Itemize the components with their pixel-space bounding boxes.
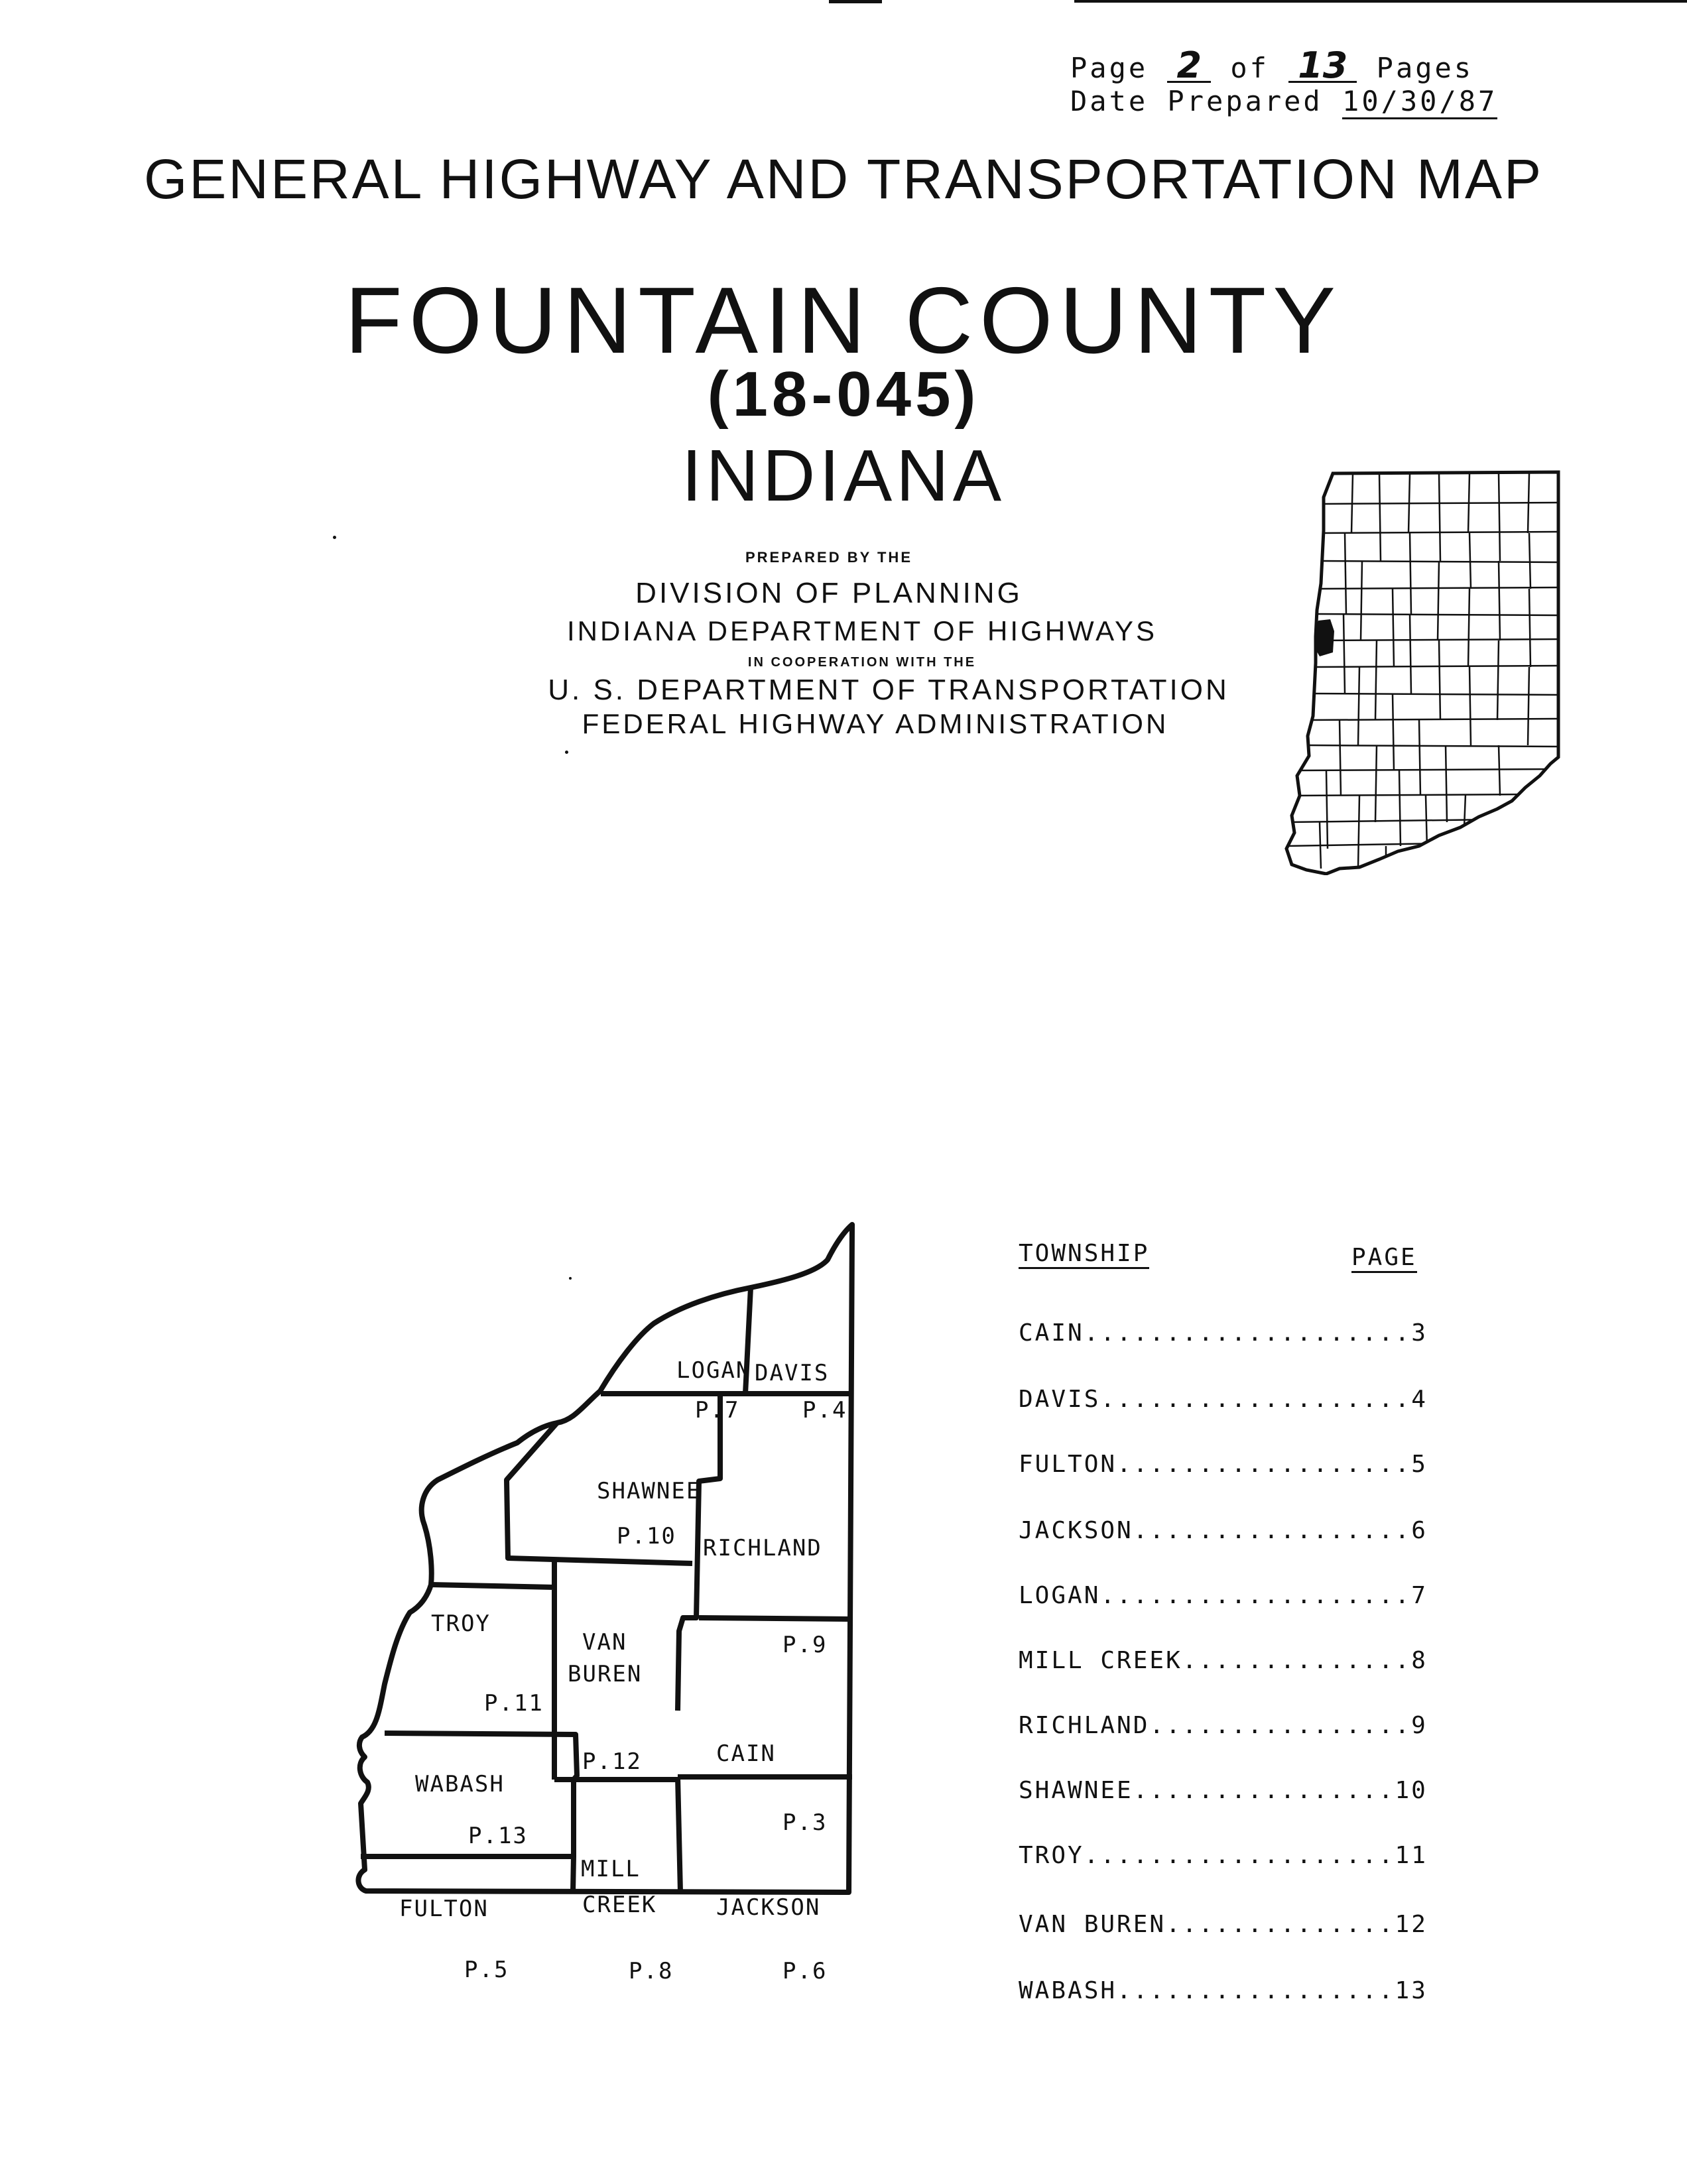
date-label: Date Prepared — [1070, 85, 1323, 117]
of-label: of — [1230, 52, 1269, 84]
state-title: INDIANA — [681, 435, 1006, 516]
logan-page: P.7 — [695, 1397, 740, 1424]
prepared-by: PREPARED BY THE — [745, 549, 912, 566]
page-indicator — [1070, 44, 1474, 86]
indiana-locator-map — [1280, 464, 1565, 875]
index-header — [1019, 1240, 1443, 1280]
richland-name: RICHLAND — [703, 1535, 822, 1561]
index-page: 13 — [1395, 1977, 1428, 2004]
index-row — [1019, 1712, 1428, 1739]
township-index — [1019, 1240, 1443, 2004]
index-page: 6 — [1411, 1517, 1428, 1544]
index-leader-dots: ................. — [1133, 1517, 1412, 1544]
index-township: FULTON — [1019, 1451, 1117, 1478]
cain-name: CAIN — [716, 1740, 776, 1767]
troy-page: P.11 — [484, 1690, 544, 1717]
index-leader-dots: ................. — [1117, 1977, 1395, 2004]
van-buren-line1: VAN — [582, 1629, 627, 1656]
davis-name: DAVIS — [755, 1360, 830, 1386]
index-row — [1019, 1451, 1428, 1478]
fulton-name: FULTON — [399, 1896, 489, 1922]
logan-name: LOGAN — [676, 1357, 751, 1384]
index-leader-dots: .............. — [1182, 1647, 1412, 1674]
troy-name: TROY — [431, 1610, 491, 1637]
page-number: 2 — [1167, 50, 1211, 83]
index-leader-dots: ................ — [1149, 1712, 1412, 1739]
wabash-page: P.13 — [468, 1823, 528, 1849]
index-page: 4 — [1411, 1386, 1428, 1413]
index-leader-dots: ................... — [1100, 1386, 1412, 1413]
main-title: GENERAL HIGHWAY AND TRANSPORTATION MAP — [143, 148, 1544, 210]
index-page: 8 — [1411, 1647, 1428, 1674]
index-page: 3 — [1411, 1319, 1428, 1347]
index-township: MILL CREEK — [1019, 1647, 1182, 1674]
mill-creek-page: P.8 — [629, 1958, 674, 1984]
index-page: 12 — [1395, 1911, 1428, 1938]
pages-label: Pages — [1376, 52, 1474, 84]
van-buren-line2: BUREN — [568, 1661, 643, 1687]
van-buren-page: P.12 — [582, 1748, 642, 1775]
index-leader-dots: ................... — [1100, 1582, 1412, 1609]
division-of-planning: DIVISION OF PLANNING — [635, 577, 1023, 609]
mill-creek-line2: CREEK — [582, 1892, 657, 1918]
shawnee-name: SHAWNEE — [597, 1478, 702, 1504]
index-page: 5 — [1411, 1451, 1428, 1478]
cain-page: P.3 — [782, 1809, 828, 1836]
index-row — [1019, 1582, 1428, 1609]
total-pages: 13 — [1288, 50, 1357, 83]
index-row — [1019, 1386, 1428, 1413]
col-page-header: PAGE — [1351, 1244, 1417, 1273]
index-leader-dots: .............. — [1166, 1911, 1395, 1938]
in-cooperation: IN COOPERATION WITH THE — [747, 655, 977, 670]
index-row — [1019, 1842, 1428, 1869]
fountain-county-highlight — [1314, 619, 1334, 656]
shawnee-page: P.10 — [617, 1523, 676, 1549]
top-edge-line-left — [829, 0, 882, 3]
index-township: DAVIS — [1019, 1386, 1101, 1413]
index-township: TROY — [1019, 1842, 1084, 1869]
index-leader-dots: ................ — [1133, 1777, 1395, 1804]
scan-speck — [565, 751, 568, 754]
county-code: (18-045) — [707, 359, 980, 430]
jackson-name: JACKSON — [716, 1894, 821, 1921]
index-township: WABASH — [1019, 1977, 1117, 2004]
us-dot: U. S. DEPARTMENT OF TRANSPORTATION — [548, 674, 1229, 706]
index-row — [1019, 1517, 1428, 1544]
index-township: LOGAN — [1019, 1582, 1101, 1609]
index-page: 10 — [1395, 1777, 1428, 1804]
index-leader-dots: .................... — [1084, 1319, 1412, 1347]
fhwa: FEDERAL HIGHWAY ADMINISTRATION — [582, 708, 1169, 739]
index-township: RICHLAND — [1019, 1712, 1150, 1739]
indiana-dept-highways: INDIANA DEPARTMENT OF HIGHWAYS — [566, 615, 1158, 646]
county-title: FOUNTAIN COUNTY — [344, 268, 1343, 373]
index-row — [1019, 1647, 1428, 1674]
fulton-page: P.5 — [464, 1957, 509, 1983]
col-township-header: TOWNSHIP — [1019, 1240, 1149, 1269]
page-label: Page — [1070, 52, 1149, 84]
index-township: VAN BUREN — [1019, 1911, 1166, 1938]
township-map — [345, 1207, 875, 2016]
scan-speck — [569, 1277, 572, 1280]
mill-creek-line1: MILL — [581, 1856, 641, 1882]
date-prepared — [1070, 85, 1497, 117]
richland-page: P.9 — [782, 1632, 828, 1658]
index-page: 7 — [1411, 1582, 1428, 1609]
jackson-page: P.6 — [782, 1958, 828, 1984]
index-township: JACKSON — [1019, 1517, 1133, 1544]
davis-page: P.4 — [802, 1397, 847, 1424]
index-township: SHAWNEE — [1019, 1777, 1133, 1804]
top-edge-line-right — [1074, 0, 1687, 3]
index-row — [1019, 1911, 1428, 1938]
index-page: 9 — [1411, 1712, 1428, 1739]
index-row — [1019, 1977, 1428, 2004]
index-row — [1019, 1319, 1428, 1347]
scan-speck — [333, 536, 336, 539]
county-grid — [1286, 473, 1558, 869]
date-value: 10/30/87 — [1342, 85, 1497, 119]
index-leader-dots: .................. — [1117, 1451, 1412, 1478]
index-row — [1019, 1777, 1428, 1804]
index-township: CAIN — [1019, 1319, 1084, 1347]
index-page: 11 — [1395, 1842, 1428, 1869]
index-leader-dots: ................... — [1084, 1842, 1395, 1869]
wabash-name: WABASH — [415, 1771, 505, 1797]
